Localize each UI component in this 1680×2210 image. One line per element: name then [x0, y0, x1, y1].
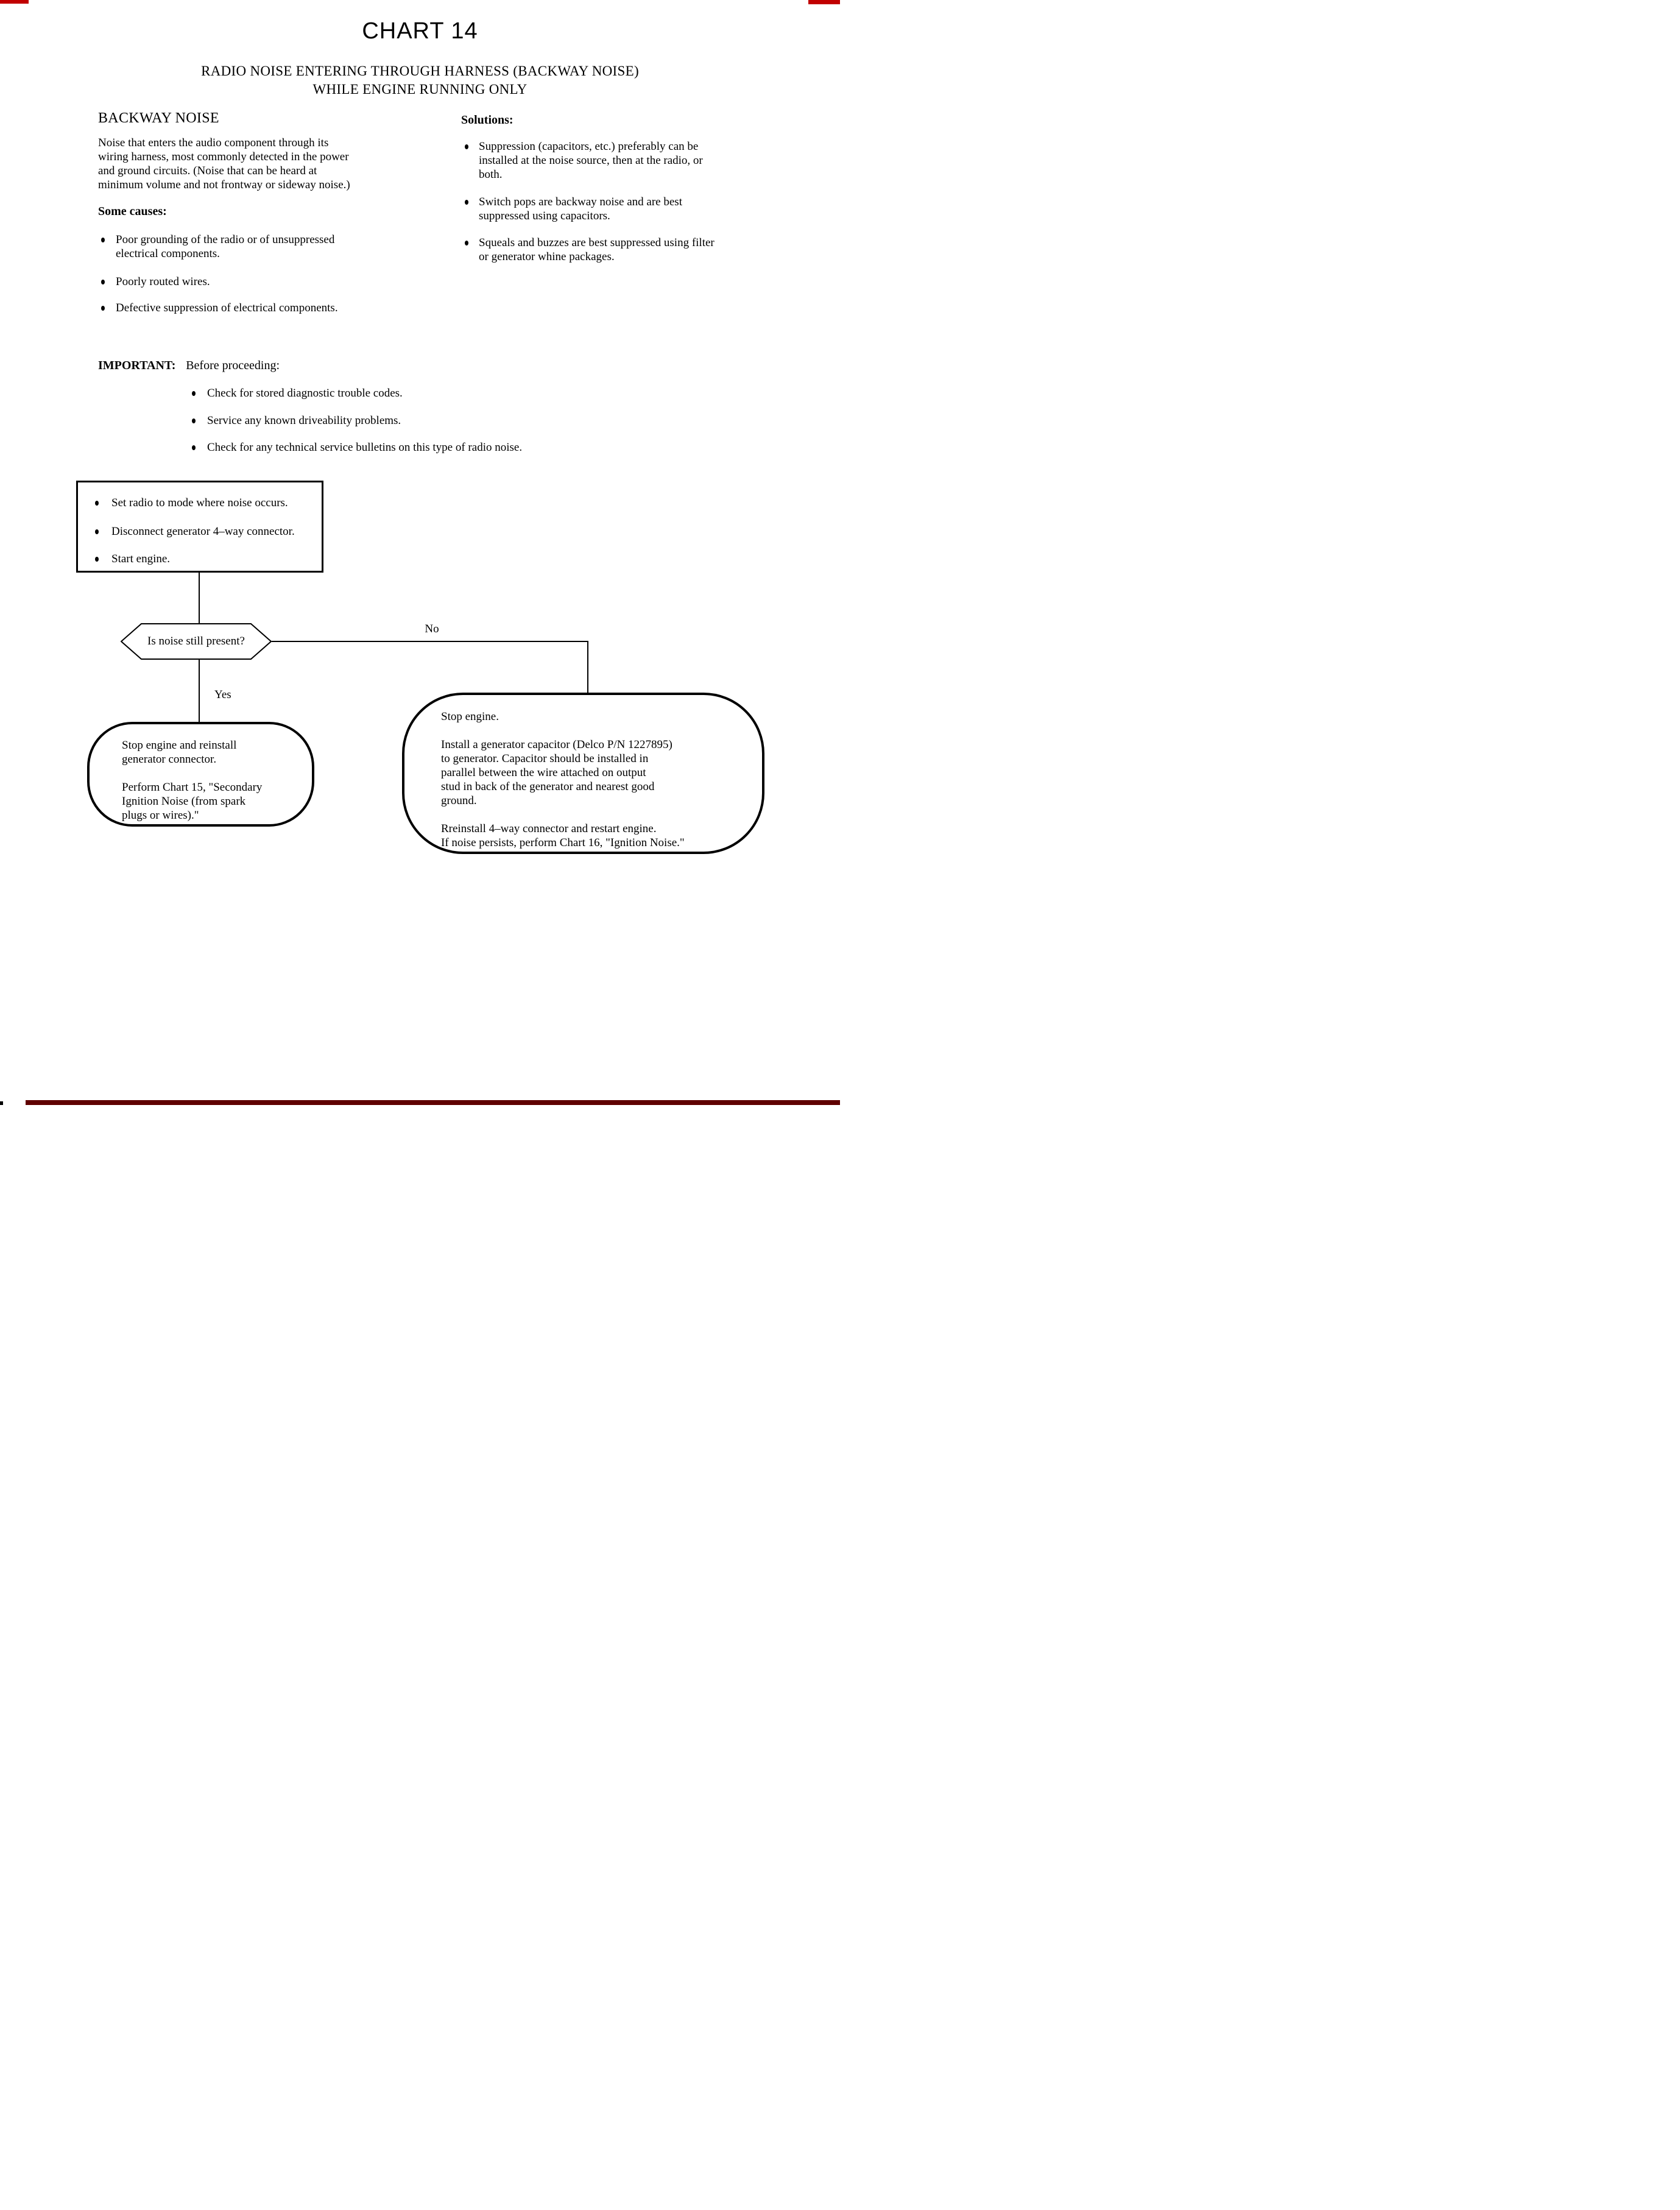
- decision-question: Is noise still present?: [147, 635, 245, 648]
- bullet-icon: [465, 241, 468, 245]
- page-title: CHART 14: [362, 18, 478, 44]
- bullet-icon: [101, 238, 105, 242]
- important-item: Check for any technical service bulletins on this type of radio noise.: [207, 441, 523, 454]
- decision-node: [121, 623, 272, 660]
- yes-box-text: Stop engine and reinstall generator connector. Perform Chart 15, "Secondary Ignition Noise (from spark plugs or wires).": [122, 739, 263, 822]
- cause-item: Poorly routed wires.: [116, 275, 210, 288]
- page-subtitle-line1: RADIO NOISE ENTERING THROUGH HARNESS (BACKWAY NOISE): [201, 63, 639, 79]
- start-box-item: Disconnect generator 4–way connector.: [111, 525, 295, 538]
- bullet-icon: [101, 306, 105, 311]
- description-line: and ground circuits. (Noise that can be heard at: [98, 164, 317, 177]
- backway-noise-heading: BACKWAY NOISE: [98, 110, 219, 126]
- no-box-text: Stop engine. Install a generator capacitor (Delco P/N 1227895) to generator. Capacitor should be installed in parallel between the wire attached on output stud in back of the generator and nearest good ground. Rreinstall 4–way connector and restart engine. If noise persists, perform Chart 16, "Ignition Noise.": [441, 710, 685, 849]
- scan-edge-mark-top-right: [808, 0, 840, 4]
- start-box-item: Start engine.: [111, 552, 171, 565]
- scan-edge-mark-bottom: [26, 1100, 840, 1105]
- cause-item: Defective suppression of electrical components.: [116, 302, 338, 314]
- flowchart-yes-box: [87, 722, 314, 827]
- flowchart-no-box: [402, 693, 764, 854]
- page-subtitle-line2: WHILE ENGINE RUNNING ONLY: [312, 82, 528, 97]
- connector-no-vertical: [587, 641, 588, 693]
- some-causes-heading: Some causes:: [98, 205, 167, 218]
- bullet-icon: [465, 200, 468, 205]
- important-item: Service any known driveability problems.: [207, 414, 401, 427]
- solution-item: Switch pops are backway noise and are best suppressed using capacitors.: [479, 196, 682, 222]
- solution-item: Suppression (capacitors, etc.) preferably can be installed at the noise source, then at the radio, or both.: [479, 140, 703, 181]
- bullet-icon: [192, 445, 196, 450]
- bullet-icon: [101, 280, 105, 284]
- important-item: Check for stored diagnostic trouble codes.: [207, 387, 403, 400]
- cause-item: Poor grounding of the radio or of unsuppressed electrical components.: [116, 233, 335, 260]
- description-line: minimum volume and not frontway or sideway noise.): [98, 178, 350, 191]
- backway-description: [98, 136, 350, 192]
- bullet-icon: [95, 557, 99, 562]
- important-label: IMPORTANT:: [98, 359, 176, 372]
- scan-edge-mark-top-left: [0, 0, 29, 4]
- connector-yes-vertical: [199, 660, 200, 722]
- important-row: [98, 359, 280, 373]
- solutions-heading: Solutions:: [461, 113, 514, 127]
- bullet-icon: [465, 144, 468, 149]
- no-branch-label: No: [425, 623, 439, 635]
- important-intro: Before proceeding:: [186, 359, 280, 372]
- start-box-item: Set radio to mode where noise occurs.: [111, 496, 288, 509]
- bullet-icon: [95, 529, 99, 534]
- description-line: Noise that enters the audio component through its: [98, 136, 329, 149]
- flowchart-start-box: [76, 481, 323, 573]
- document-page: [0, 0, 840, 1105]
- scan-edge-mark-bottom-left-dot: [0, 1101, 3, 1105]
- connector-start-to-decision: [199, 573, 200, 623]
- yes-branch-label: Yes: [214, 688, 231, 701]
- description-line: wiring harness, most commonly detected in the power: [98, 150, 349, 163]
- bullet-icon: [95, 501, 99, 506]
- bullet-icon: [192, 418, 196, 423]
- bullet-icon: [192, 391, 196, 396]
- solution-item: Squeals and buzzes are best suppressed using filter or generator whine packages.: [479, 236, 715, 263]
- connector-no-horizontal: [272, 641, 588, 642]
